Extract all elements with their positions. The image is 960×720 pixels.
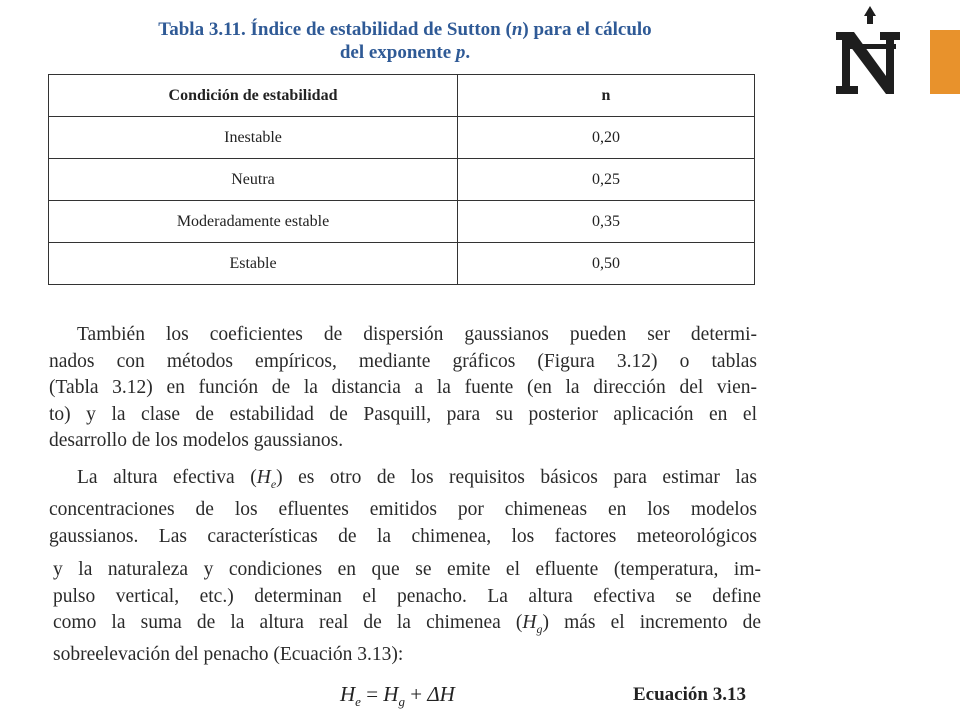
caption-line-2	[60, 41, 750, 64]
table-caption	[60, 18, 750, 64]
cell-condition: Neutra	[49, 159, 458, 201]
table-header-row	[49, 75, 755, 117]
paragraph-3-line: sobreelevación del penacho (Ecuación 3.13):	[53, 644, 404, 666]
paragraph-1-line: (Tabla 3.12) en función de la distancia a la fuente (en la dirección del vien-	[49, 377, 757, 398]
cell-n: 0,50	[458, 243, 755, 285]
orange-accent-bar	[930, 30, 960, 94]
var-sub-g: g	[536, 621, 543, 636]
paragraph-1-line: También los coeficientes de dispersión gaussianos pueden ser determi-	[77, 324, 757, 345]
paragraph-2-text: ) es otro de los requisitos básicos para estimar las	[276, 467, 757, 488]
paragraph-3-text: como la suma de la altura real de la chimenea (	[53, 612, 523, 633]
header-n: n	[458, 75, 755, 117]
paragraph-2	[49, 465, 757, 550]
paragraph-3-text: ) más el incremento de	[542, 612, 761, 633]
eq-lhs-sub: e	[355, 694, 361, 710]
paragraph-2-line: gaussianos. Las características de la chimenea, los factores meteorológicos	[49, 525, 757, 547]
sutton-index-table	[48, 74, 755, 285]
paragraph-3	[53, 557, 761, 669]
cell-condition: Estable	[49, 243, 458, 285]
caption-text-1: Tabla 3.11. Índice de estabilidad de Sutton (	[158, 19, 512, 40]
paragraph-2-line	[49, 465, 757, 497]
paragraph-1-line: to) y la clase de estabilidad de Pasquill, para su posterior aplicación en el	[49, 403, 757, 425]
eq-rhs-sub: g	[398, 694, 405, 710]
caption-var-p: p	[455, 42, 466, 63]
eq-lhs: H	[340, 682, 356, 706]
caption-line-1	[60, 18, 750, 41]
var-sub-e: e	[270, 476, 277, 491]
cell-condition: Inestable	[49, 117, 458, 159]
n-letter-logo-with-arrow-icon	[834, 4, 904, 96]
eq-delta-h: ΔH	[427, 682, 455, 706]
equation-label: Ecuación 3.13	[633, 684, 746, 705]
caption-var-n: n	[511, 19, 523, 40]
table-row	[49, 243, 755, 285]
cell-n: 0,35	[458, 201, 755, 243]
paragraph-1-line: desarrollo de los modelos gaussianos.	[49, 430, 344, 451]
eq-plus: +	[404, 682, 428, 706]
var-h: H	[522, 612, 537, 633]
table-row	[49, 201, 755, 243]
paragraph-1-line: nados con métodos empíricos, mediante gráficos (Figura 3.12) o tablas	[49, 350, 757, 372]
paragraph-2-line: concentraciones de los efluentes emitidos por chimeneas en los modelos	[49, 499, 757, 521]
equation-3-13	[340, 682, 455, 710]
caption-text-1-end: ) para el cálculo	[522, 19, 652, 40]
table-row	[49, 159, 755, 201]
paragraph-3-line	[53, 610, 761, 642]
cell-n: 0,25	[458, 159, 755, 201]
cell-n: 0,20	[458, 117, 755, 159]
paragraph-2-text: La altura efectiva (	[77, 467, 257, 488]
table-row	[49, 117, 755, 159]
eq-equals: =	[360, 682, 384, 706]
paragraph-1	[49, 322, 757, 455]
caption-text-2-end: .	[465, 42, 471, 63]
paragraph-3-line: pulso vertical, etc.) determinan el penacho. La altura efectiva se define	[53, 585, 761, 607]
cell-condition: Moderadamente estable	[49, 201, 458, 243]
eq-rhs-h: H	[383, 682, 399, 706]
header-condition: Condición de estabilidad	[49, 75, 458, 117]
caption-text-2: del exponente	[339, 42, 456, 63]
var-h: H	[256, 467, 271, 488]
paragraph-3-line: y la naturaleza y condiciones en que se emite el efluente (temperatura, im-	[53, 559, 761, 580]
